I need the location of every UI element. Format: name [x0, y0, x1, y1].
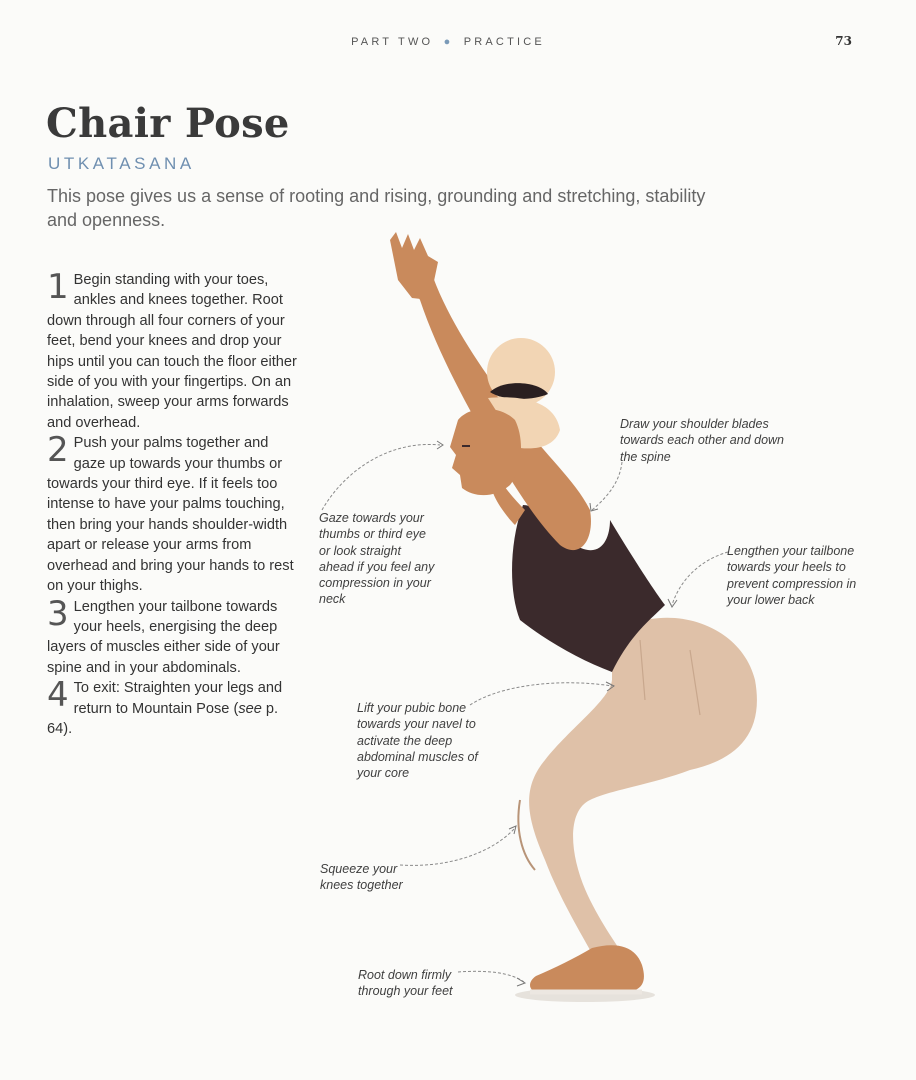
page-number: 73: [835, 34, 852, 48]
see-reference: see: [238, 700, 262, 717]
pubic-pointer: [470, 683, 612, 705]
step-number: 4: [47, 675, 69, 716]
page-title: Chair Pose: [46, 100, 290, 147]
feet-arrowhead-icon: [517, 978, 525, 986]
step-number: 1: [47, 267, 69, 307]
annotation-pubic-bone: Lift your pubic bone towards your navel to activate the deep abdominal muscles of your core: [357, 701, 478, 781]
hands-illustration: [390, 232, 438, 300]
section-label: PART TWO: [351, 36, 434, 48]
page-reference: p. 64).: [47, 700, 279, 737]
intro-text: This pose gives us a sense of rooting and rising, grounding and stretching, stability and openness.: [47, 186, 706, 230]
step-number: 3: [47, 593, 69, 634]
gaze-pointer: [322, 444, 440, 510]
step-number: 2: [47, 430, 69, 471]
tailbone-arrowhead-icon: [668, 599, 677, 607]
subsection-label: PRACTICE: [463, 36, 545, 48]
shoulder-arrowhead-icon: [590, 503, 598, 511]
annotation-feet: Root down firmly through your feet: [358, 968, 453, 999]
step-text: Begin standing with your toes, ankles and knees together. Root down through all four corners of your feet, bend your knees and drop your hips until you can touch the floor either side of you with your fingertips. On an inhalation, sweep your arms forwards and overhead.: [47, 272, 297, 431]
step-text: To exit: Straighten your legs and return to Mountain Pose (: [73, 680, 283, 717]
feet-illustration: [530, 945, 644, 993]
knees-pointer: [400, 828, 515, 865]
annotation-shoulders: Draw your shoulder blades towards each other and down the spine: [620, 417, 784, 464]
tailbone-pointer: [672, 552, 728, 605]
annotation-tailbone: Lengthen your tailbone towards your heels to prevent compression in your lower back: [727, 544, 857, 607]
step-text: Push your palms together and gaze up towards your thumbs or towards your third eye. If it feels too intense to have your palms touching, then bring your hands shoulder-width apart or release your arms from overhead and bring your hands to rest on your thighs.: [47, 435, 294, 595]
separator-dot-icon: ●: [443, 36, 454, 48]
annotation-gaze: Gaze towards your thumbs or third eye or look straight ahead if you feel any compression in your neck: [319, 511, 435, 607]
head-illustration: [450, 409, 521, 495]
annotation-knees: Squeeze your knees together: [320, 862, 403, 893]
step-text: Lengthen your tailbone towards your heels, energising the deep layers of muscles either side of your spine and in your abdominals.: [47, 598, 280, 676]
shoulder-pointer: [592, 462, 622, 510]
sanskrit-subtitle: UTKATASANA: [48, 154, 195, 173]
